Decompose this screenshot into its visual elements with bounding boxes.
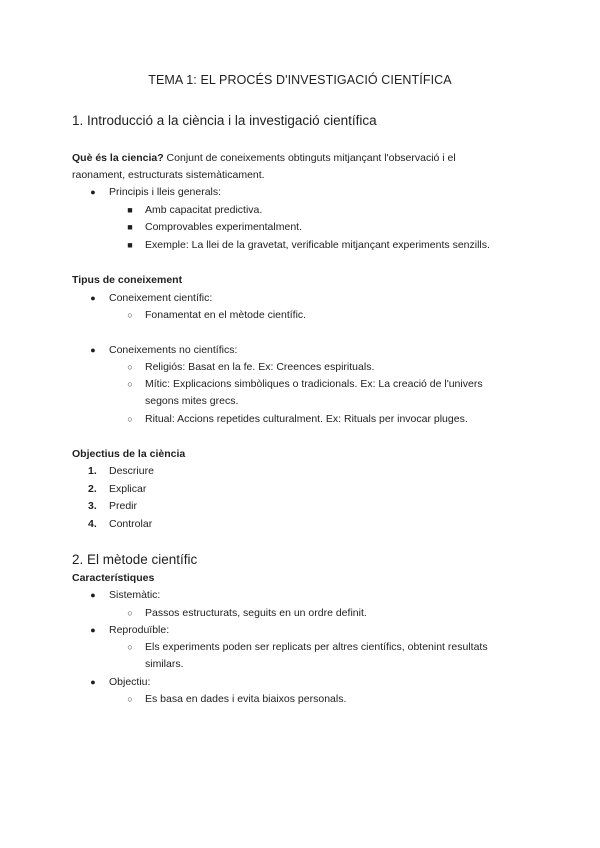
objective-item: Controlar: [109, 518, 153, 530]
objective-number: 3.: [88, 500, 97, 512]
list-item: Amb capacitat predictiva.: [145, 204, 263, 216]
objective-item: Explicar: [109, 483, 147, 495]
characteristics-heading: Característiques: [72, 572, 155, 584]
bullet-square-icon: ■: [127, 205, 133, 215]
bullet-dot-icon: ●: [90, 625, 96, 635]
objective-item: Predir: [109, 500, 138, 512]
list-item-continuation: similars.: [145, 658, 184, 670]
list-item: Passos estructurats, seguits en un ordre definit.: [145, 607, 367, 619]
science-definition-line-2: raonament, estructurats sistemàticament.: [72, 169, 265, 181]
bullet-square-icon: ■: [127, 222, 133, 232]
objective-item: Descriure: [109, 465, 154, 477]
list-item: Religiós: Basat en la fe. Ex: Creences espirituals.: [145, 361, 375, 373]
objective-number: 4.: [88, 518, 97, 530]
list-item: Es basa en dades i evita biaixos personals.: [145, 693, 347, 705]
bullet-circle-icon: ○: [127, 642, 133, 652]
list-item: Els experiments poden ser replicats per altres científics, obtenint resultats: [145, 641, 488, 653]
list-item: Fonamentat en el mètode científic.: [145, 309, 307, 321]
bullet-circle-icon: ○: [127, 310, 133, 320]
list-item: Exemple: La llei de la gravetat, verificable mitjançant experiments senzills.: [145, 239, 490, 251]
bullet-dot-icon: ●: [90, 293, 96, 303]
bullet-dot-icon: ●: [90, 677, 96, 687]
science-definition-line-1: Conjunt de coneixements obtinguts mitjançant l'observació i el: [163, 152, 456, 164]
systematic-label: Sistemàtic:: [109, 589, 161, 601]
list-item-continuation: segons mites grecs.: [145, 395, 239, 407]
scientific-label: Coneixement científic:: [109, 292, 213, 304]
list-item: Ritual: Accions repetides culturalment. Ex: Rituals per invocar pluges.: [145, 413, 468, 425]
objective-label: Objectiu:: [109, 676, 151, 688]
bullet-dot-icon: ●: [90, 187, 96, 197]
principles-label: Principis i lleis generals:: [109, 186, 222, 198]
bullet-circle-icon: ○: [127, 362, 133, 372]
bullet-circle-icon: ○: [127, 414, 133, 424]
bullet-circle-icon: ○: [127, 379, 133, 389]
objectives-heading: Objectius de la ciència: [72, 448, 186, 460]
bullet-circle-icon: ○: [127, 608, 133, 618]
list-item: Mític: Explicacions simbòliques o tradicionals. Ex: La creació de l'univers: [145, 378, 483, 390]
bullet-square-icon: ■: [127, 240, 133, 250]
bullet-dot-icon: ●: [90, 590, 96, 600]
list-item: Comprovables experimentalment.: [145, 221, 302, 233]
reproducible-label: Reproduïble:: [109, 624, 170, 636]
nonscientific-label: Coneixements no científics:: [109, 344, 238, 356]
bullet-dot-icon: ●: [90, 345, 96, 355]
objective-number: 2.: [88, 483, 97, 495]
bullet-circle-icon: ○: [127, 694, 133, 704]
section-2-heading: 2. El mètode científic: [72, 552, 198, 567]
science-definition: [72, 150, 532, 167]
objective-number: 1.: [88, 465, 97, 477]
types-heading: Tipus de coneixement: [72, 274, 183, 286]
science-question: Què és la ciencia?: [72, 152, 164, 164]
section-1-heading: 1. Introducció a la ciència i la investigació científica: [72, 113, 377, 128]
document-title: TEMA 1: EL PROCÉS D'INVESTIGACIÓ CIENTÍFICA: [148, 73, 452, 87]
